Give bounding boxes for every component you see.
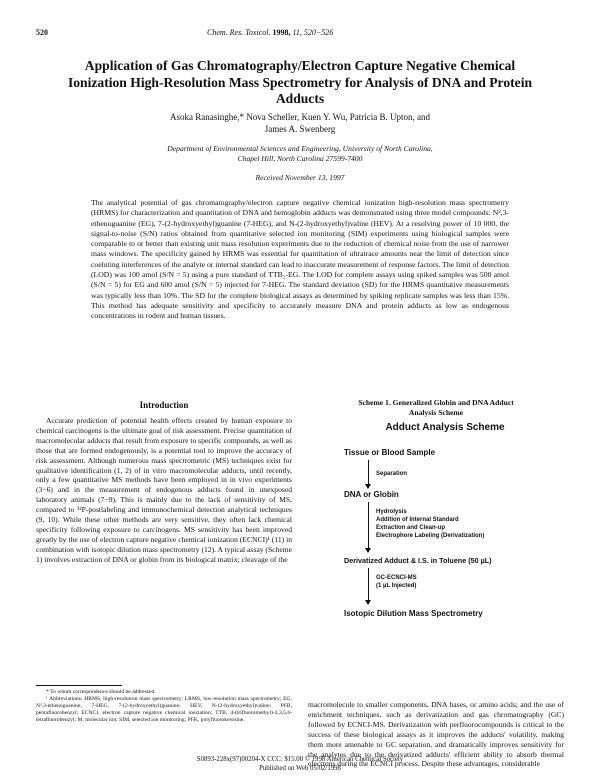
affiliation-line-2: Chapel Hill, North Carolina 27599-7400	[237, 154, 363, 163]
scheme-step-dna-globin: DNA or Globin	[344, 490, 399, 499]
scheme-caption-line-1: Scheme 1. Generalized Globin and DNA Adduct	[358, 398, 514, 407]
scheme-note-extraction: Extraction and Clean-up	[376, 525, 446, 531]
scheme-caption	[308, 398, 564, 417]
journal-citation	[207, 28, 333, 37]
scheme-note-injected: (1 µL Injected)	[376, 583, 417, 589]
footnote-corresponding: * To whom correspondence should be addressed.	[46, 689, 156, 695]
authors-line-1: Asoka Ranasinghe,* Nova Scheller, Kuen Y. Wu, Patricia B. Upton, and	[169, 112, 431, 122]
publication-info	[120, 756, 480, 773]
publication-info-line-2: Published on Web 05/02/1998	[259, 764, 341, 772]
introduction-paragraph-1: Accurate prediction of potential health effects created by human exposure to chemical carcinogens is the ultimate goal of risk assessment. Precise quantitation of macromolecular adducts that result from exposure to specific compounds, as well as those that are formed endogenously, is a potential tool to improve the accuracy of risk assessment. Although numerous mass spectrometric (MS) techniques exist for qualitative identification (1, 2) of in vitro macromolecular adducts, until recently, only a few quantitative MS methods have been employed in in vivo experiments (3−6) and in the measurement of endogenous adducts found in unexposed laboratory animals (7−9). This is mainly due to the lack of sensitivity of MS, compared to ³²P-postlabeling and immunochemical detection analytical techniques (9, 10). While these other methods are very sensitive, they often lack chemical specificity following exposure to carcinogens. MS sensitivity has been improved greatly by the use of electron capture negative chemical ionization (ECNCI)¹ (11) in combination with isotopic dilution mass spectrometry (12). A typical assay (Scheme 1) involves extraction of DNA or globin from its biological matrix; cleavage of the	[36, 416, 292, 564]
footnotes	[36, 689, 292, 724]
footnote-abbreviations: ¹ Abbreviations: HRMS, high-resolution mass spectrometry; LRMS, low-resolution mass spectrometry; EG, N²,3-ethenoguanine; 7-HEG, 7-(2-hydroxyethyl)guanine; HEV, N-(2-hydroxyethyl)valine; PFB, pentafluorobenzyl; ECNCI, electron capture negative chemical ionization; TTB, 4-(trifluoromethyl)-2,3,5,6-tetrafluorobenzyl; M, molecular ion; SIM, selected ion monitoring; PFK, polyfluorokerosine.	[36, 696, 292, 723]
footnote-rule	[36, 685, 122, 686]
scheme-caption-line-2: Analysis Scheme	[408, 407, 464, 417]
scheme-note-separation: Separation	[376, 471, 408, 477]
page-number: 520	[36, 28, 48, 37]
introduction-paragraph	[36, 416, 292, 565]
journal-volume-pages: 11, 520−526	[292, 28, 334, 37]
scheme-title: Adduct Analysis Scheme	[385, 422, 505, 433]
publication-info-line-1: S0893-228x(97)00204-X CCC: $15.00 © 1998 American Chemical Society	[196, 756, 404, 763]
scheme-note-internal-standard: Addition of Internal Standard	[376, 517, 459, 523]
journal-name: Chem. Res. Toxicol.	[207, 28, 271, 37]
adduct-analysis-scheme	[330, 422, 560, 700]
introduction-heading: Introduction	[139, 400, 189, 410]
received-date: Received November 13, 1997	[255, 173, 345, 182]
scheme-arrow-3	[368, 568, 369, 604]
authors	[80, 112, 520, 135]
affiliation-line-1: Department of Environmental Sciences and Engineering, University of North Carolina,	[167, 144, 433, 153]
journal-year: 1998,	[272, 28, 291, 37]
scheme-step-derivatized: Derivatized Adduct & I.S. in Toluene (50 µL)	[344, 556, 492, 565]
abstract: The analytical potential of gas chromatography/electron capture negative chemical ionization high-resolution mass spectrometry (HRMS) for characterization and quantitation of DNA and hemoglobin adducts was demonstrated using three model compounds: N²,3-ethenoguanine (EG), 7-(2-hydroxyethyl)guanine (7-HEG), and N-(2-hydroxyethyl)valine (HEV). At a resolving power of 10 000, the signal-to-noise (S/N) ratios obtained from quantitative selected ion monitoring (SIM) experiments using biological samples were comparable to or better than existing unit mass resolution experiments due to the reduction of chemical noise from the use of narrower mass windows. The specificity gained by HRMS was essential for quantitation of ultratrace amounts near the limit of detection since coeluting interferences of the analyte or internal standard can lead to inaccurate measurement of response factors. The limit of detection (LOD) was 100 amol (S/N = 5) using a pure standard of TTB₂-EG. The LOD for complete assays using spiked samples was 500 amol (S/N = 5) for EG and 600 amol (S/N = 5) injected for 7-HEG. The standard deviation (SD) for the HRMS quantitative measurements was typically less than 10%. The SD for the complete biological assays as determined by spiking replicate samples was less than 15%. This method has adequate sensitivity and specificity to accurately measure DNA and protein adducts as low as endogenous concentrations in rodent and human tissues.	[91, 198, 509, 321]
scheme-arrow-1	[368, 460, 369, 488]
scheme-step-sample: Tissue or Blood Sample	[344, 448, 435, 457]
scheme-arrow-2	[368, 502, 369, 552]
authors-line-2: James A. Swenberg	[264, 123, 336, 134]
scheme-note-gc: GC-ECNCI-MS	[376, 575, 417, 581]
article-title: Application of Gas Chromatography/Electron Capture Negative Chemical Ionization High-Resolution Mass Spectrometry for Analysis of DNA and Protein Adducts	[67, 58, 533, 106]
scheme-note-electrophore: Electrophore Labeling (Derivatization)	[376, 533, 485, 539]
affiliation	[80, 144, 520, 164]
scheme-step-idms: Isotopic Dilution Mass Spectrometry	[344, 609, 483, 618]
introduction-continuation: macromolecule to smaller components, DNA bases, or amino acids; and the use of enrichment techniques, such as derivatization and gas chromatography (GC) followed by ECNCI-MS. Derivatization with perfluorocompounds is critical to the success of these biological assays as it improves the adducts' volatility, making them more amenable to GC separation, and dramatically improves sensitivity for the analytes due to the derivatized adducts' efficient ability to absorb thermal electrons during the ECNCI process. Despite these advantages, considerable	[308, 700, 564, 769]
scheme-note-hydrolysis: Hydrolysis	[376, 509, 407, 515]
